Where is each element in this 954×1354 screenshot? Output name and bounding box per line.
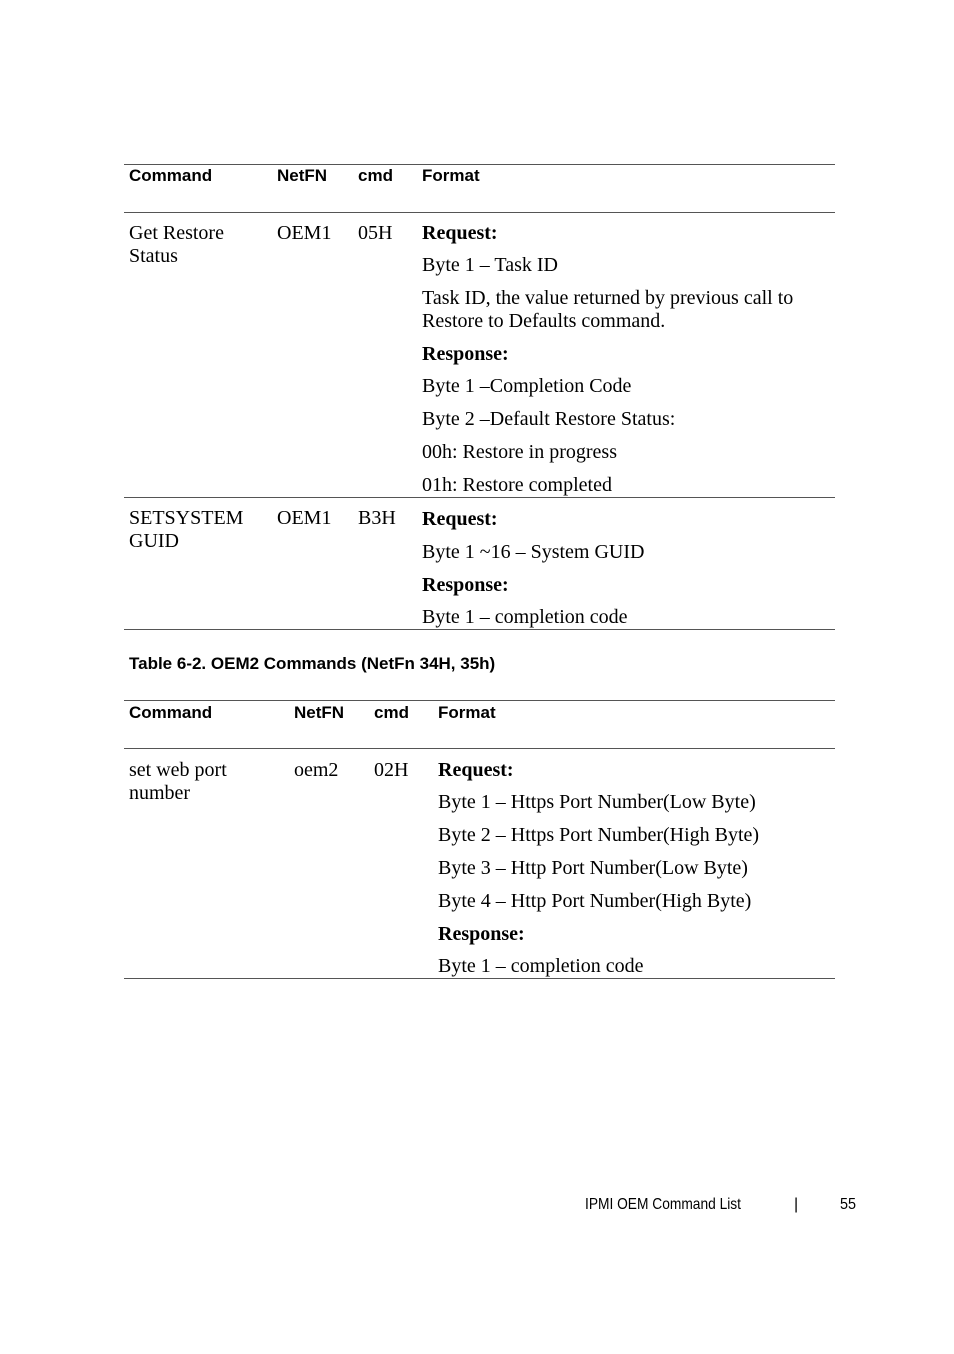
table2-row1-format [438, 759, 833, 978]
format-line: Request: [422, 508, 498, 530]
table2-header-netfn: NetFN [294, 703, 345, 722]
format-line: Response: [438, 923, 525, 945]
format-line: 00h: Restore in progress [422, 441, 617, 463]
format-line: Byte 4 – Http Port Number(High Byte) [438, 890, 752, 912]
table2-row1-netfn: oem2 [294, 759, 339, 781]
table1-row2-netfn: OEM1 [277, 507, 332, 529]
table1-header-netfn: NetFN [277, 166, 328, 185]
table1-header-command: Command [129, 166, 213, 185]
table1-row1-cmd: 05H [358, 222, 393, 244]
table1-header-rule [124, 212, 835, 213]
format-line: Response: [422, 343, 509, 365]
table2-caption: Table 6-2. OEM2 Commands (NetFn 34H, 35h) [129, 654, 496, 673]
format-line: Response: [422, 574, 509, 596]
format-line: Byte 1 – Task ID [422, 254, 558, 276]
format-line: Byte 1 ~16 – System GUID [422, 541, 645, 563]
table2-header-cmd: cmd [374, 703, 409, 722]
table1-header-format: Format [422, 166, 480, 185]
table1-row1-command: Get Restore Status [129, 222, 224, 267]
table1-top-rule [124, 164, 835, 165]
table2-header-format: Format [438, 703, 496, 722]
table1-row2-format [422, 508, 832, 629]
table1-row2-cmd: B3H [358, 507, 396, 529]
format-line: Byte 1 – completion code [438, 955, 644, 977]
format-line: Request: [422, 222, 498, 244]
table1-row1-netfn: OEM1 [277, 222, 332, 244]
table1-header-cmd: cmd [358, 166, 393, 185]
table1-row-divider [124, 497, 835, 498]
format-line: Byte 1 – Https Port Number(Low Byte) [438, 791, 756, 813]
format-line: Byte 2 –Default Restore Status: [422, 408, 676, 430]
table2-top-rule [124, 700, 835, 701]
table1-row1-format [422, 222, 832, 497]
footer-title: IPMI OEM Command List [585, 1196, 741, 1213]
format-line: Request: [438, 759, 514, 781]
format-line: Byte 1 – completion code [422, 606, 628, 628]
format-line: Byte 2 – Https Port Number(High Byte) [438, 824, 760, 846]
format-line: Byte 1 –Completion Code [422, 375, 632, 397]
format-line: Task ID, the value returned by previous call to Restore to Defaults command. [422, 287, 794, 332]
table1-row2-command: SETSYSTEM GUID [129, 507, 244, 552]
table2-bottom-rule [124, 978, 835, 979]
format-line: 01h: Restore completed [422, 474, 612, 496]
footer-separator: | [794, 1196, 799, 1213]
table2-row1-cmd: 02H [374, 759, 409, 781]
table2-row1-command: set web port number [129, 759, 227, 804]
table2-header-rule [124, 748, 835, 749]
format-line: Byte 3 – Http Port Number(Low Byte) [438, 857, 748, 879]
table2-header-command: Command [129, 703, 213, 722]
footer-page-number: 55 [840, 1196, 857, 1213]
table1-bottom-rule [124, 629, 835, 630]
